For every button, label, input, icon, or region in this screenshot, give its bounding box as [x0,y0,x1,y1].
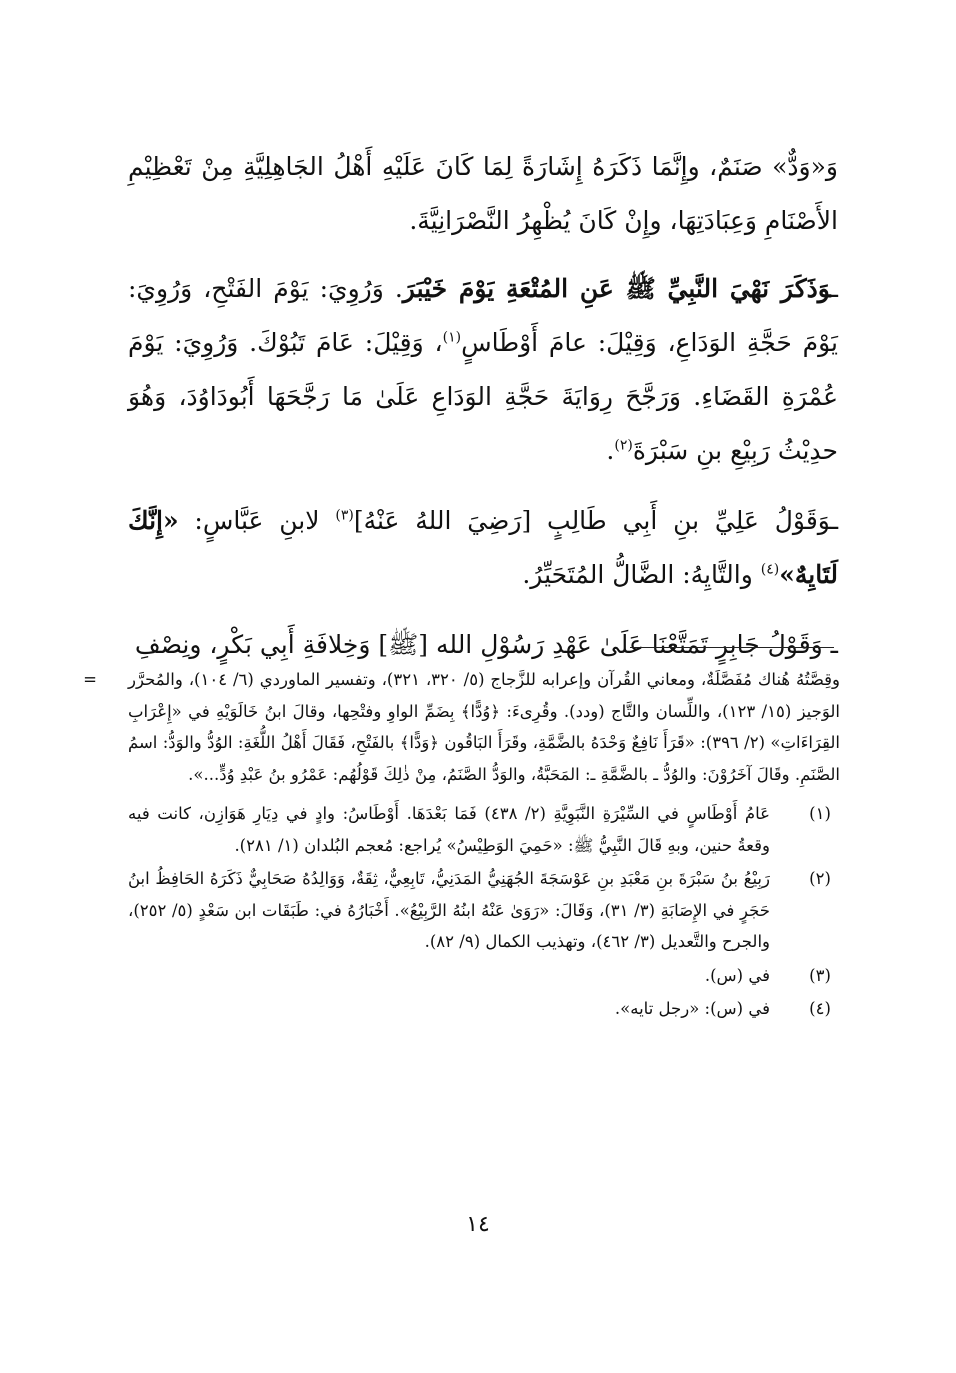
footnote-text: عَامُ أَوْطَاسٍ في السِّيْرَةِ النَّبَوِيَّةِ (٢/ ٤٣٨) فَمَا بَعْدَهَا. أَوْطَاسُ: وادٍ في دِيَارِ هَوَازِن، كانت فيه وقعةُ حنين، وبهِ قَالَ النَّبِيُّ ﷺ: «حَمِيَ الوَطِيْسُ» يُراجع: مُعجم البُلدان (١/ ٢٨١). [128,804,771,855]
footnote-2 [128,863,840,958]
footnote-number: (٣) [809,965,831,985]
paragraph-2 [128,262,838,478]
footnote-ref-4[interactable]: (٤) [760,561,780,578]
footnotes [83,664,840,1027]
para-text: . [606,436,615,465]
footnote-number: (٤) [809,999,831,1018]
para-text: وَقَوْلُ عَلِيِّ بنِ أَبِي طَالِبٍ [رَضِيَ اللهُ عَنْهُ] [353,506,831,535]
para-text: والتَّايِهُ: الضَّالُّ المُتَحَيِّرُ. [522,560,761,589]
para-text: ، وَقِيْلَ: عَامَ تَبُوْكَ. وَرُوِيَ: يَوْمَ عُمْرَةِ القَضَاءِ. وَرَجَّحَ رِوَايَةَ حَجَّةِ الوَدَاعِ عَلَىٰ مَا رَجَّحَهَا أَبُودَاوُدَ، وَهُوَ حدِيْثُ رَبِيْعِ بنِ سَبْرَةَ [128,328,838,465]
paragraph-1: وَ«وَدٌّ» صَنَمٌ، وإِنَّمَا ذَكَرَهُ إِشَارَةً لِمَا كَانَ عَلَيْهِ أَهْلُ الجَاهِلِيَّةِ مِنْ تَعْظِيْمِ الأَصْنَامِ وَعِبَادَتِهَا، وإِنْ كَانَ يُظْهِرُ النَّصْرَانِيَّةَ. [128,152,838,235]
paragraph-4: ـ وَقَوْلُ جَابِرٍ تَمَتَّعْنَا عَلَىٰ عَهْدِ رَسُوْلِ الله [ﷺ] وَخِلافَةِ أَبِي بَكْرٍ، ونِصْفِ [134,630,838,659]
footnote-text: وقِصَّتُهُ هُناك مُفَصَّلَةٌ، ومعاني القُرآن وإعرابه للزَّجاج (٥/ ٣٢٠، ٣٢١)، وتفسير الماوردي (٦/ ١٠٤)، والمُحرَّر الوَجيز (١٥/ ١٢٣)، واللِّسان والتَّاج (ودد). وقُرِىءَ: ﴿وُدًّا﴾ بِضَمِّ الواوِ وفتْحِها، وقالَ ابنُ خَالَوَيْهِ في «إِعْرَابِ القِرَاءَاتِ» (٢/ ٣٩٦): «قَرَأَ نَافِعٌ وَحْدَهُ بالضَّمَّةِ، وقَرَأَ البَاقُون ﴿وَدًّا﴾ بالفَتْحِ، فَقَالَ أَهْلُ اللُّغَةِ: الوُدُّ والوَدُّ: اسمُ الصَّنَمِ. وقَالَ آخَرُوْنَ: والوُدُّ ـ بالضَّمَّةِ ـ: المَحَبَّةُ، والوَدُّ الصَّنَمُ، مِنْ ذٰلِكَ قَوْلُهُم: عَمْرُو بنُ عَبْدِ وُدٍّ...». [128,670,840,784]
footnote-text: في (س). [704,965,770,985]
para-dash: ـ [830,274,838,303]
page-number: ١٤ [466,1212,490,1237]
footnote-separator [630,647,834,648]
bold-lead: وَذَكَرَ نَهْيَ النَّبِيِّ ﷺ عَنِ المُتْعَةِ يَوْمَ خَيْبَرَ [402,274,831,303]
footnote-text: رَبِيْعُ بنُ سَبْرَةَ بنِ مَعْبَدِ بنِ عَوْسَجَةَ الجُهَنِيُّ المَدَنِيُّ، تَابِعِيٌّ، ثِقَةٌ، وَوَالِدُهُ صَحَابِيٌّ ذَكَرَهُ الحَافِظُ ابنُ حَجَرٍ في الإِصَابَةِ (٣/ ٣١)، وَقَالَ: «رَوَىٰ عَنْهُ ابنُهُ الرَّبِيْعُ». أَخْبَارُهُ في: طَبَقَات ابن سَعْدٍ (٥/ ٢٥٢)، والجرح والتَّعديل (٣/ ٤٦٢)، وتهذيب الكمال (٩/ ٨٢). [128,869,770,951]
footnote-number: (٢) [809,869,831,888]
para-dash: ـ [830,506,839,535]
main-text [128,140,838,688]
footnote-ref-1[interactable]: (١) [442,329,462,346]
footnote-number: (١) [809,804,831,823]
footnote-1 [128,798,840,861]
footnote-ref-3[interactable]: (٣) [335,507,354,524]
footnote-4 [128,993,840,1025]
footnote-ref-2[interactable]: (٢) [614,437,633,454]
paragraph-3 [128,494,838,602]
bold-quote: «إِنَّكَ لَتَايِهٌ» [128,506,838,589]
footnote-3 [128,960,840,992]
continuation-marker: = [83,670,97,689]
footnote-text: في (س): «رجل تايه». [614,999,770,1018]
para-text: . وَرُوِيَ: يَوْمَ الفَتْحِ، وَرُوِيَ: يَوْمَ حَجَّةِ الوَدَاعِ، وَقِيْلَ: عامَ أَوْطَاسٍ [128,274,838,357]
para-text: لابنِ عَبَّاسٍ: [178,506,336,535]
footnote-continuation [83,664,840,790]
